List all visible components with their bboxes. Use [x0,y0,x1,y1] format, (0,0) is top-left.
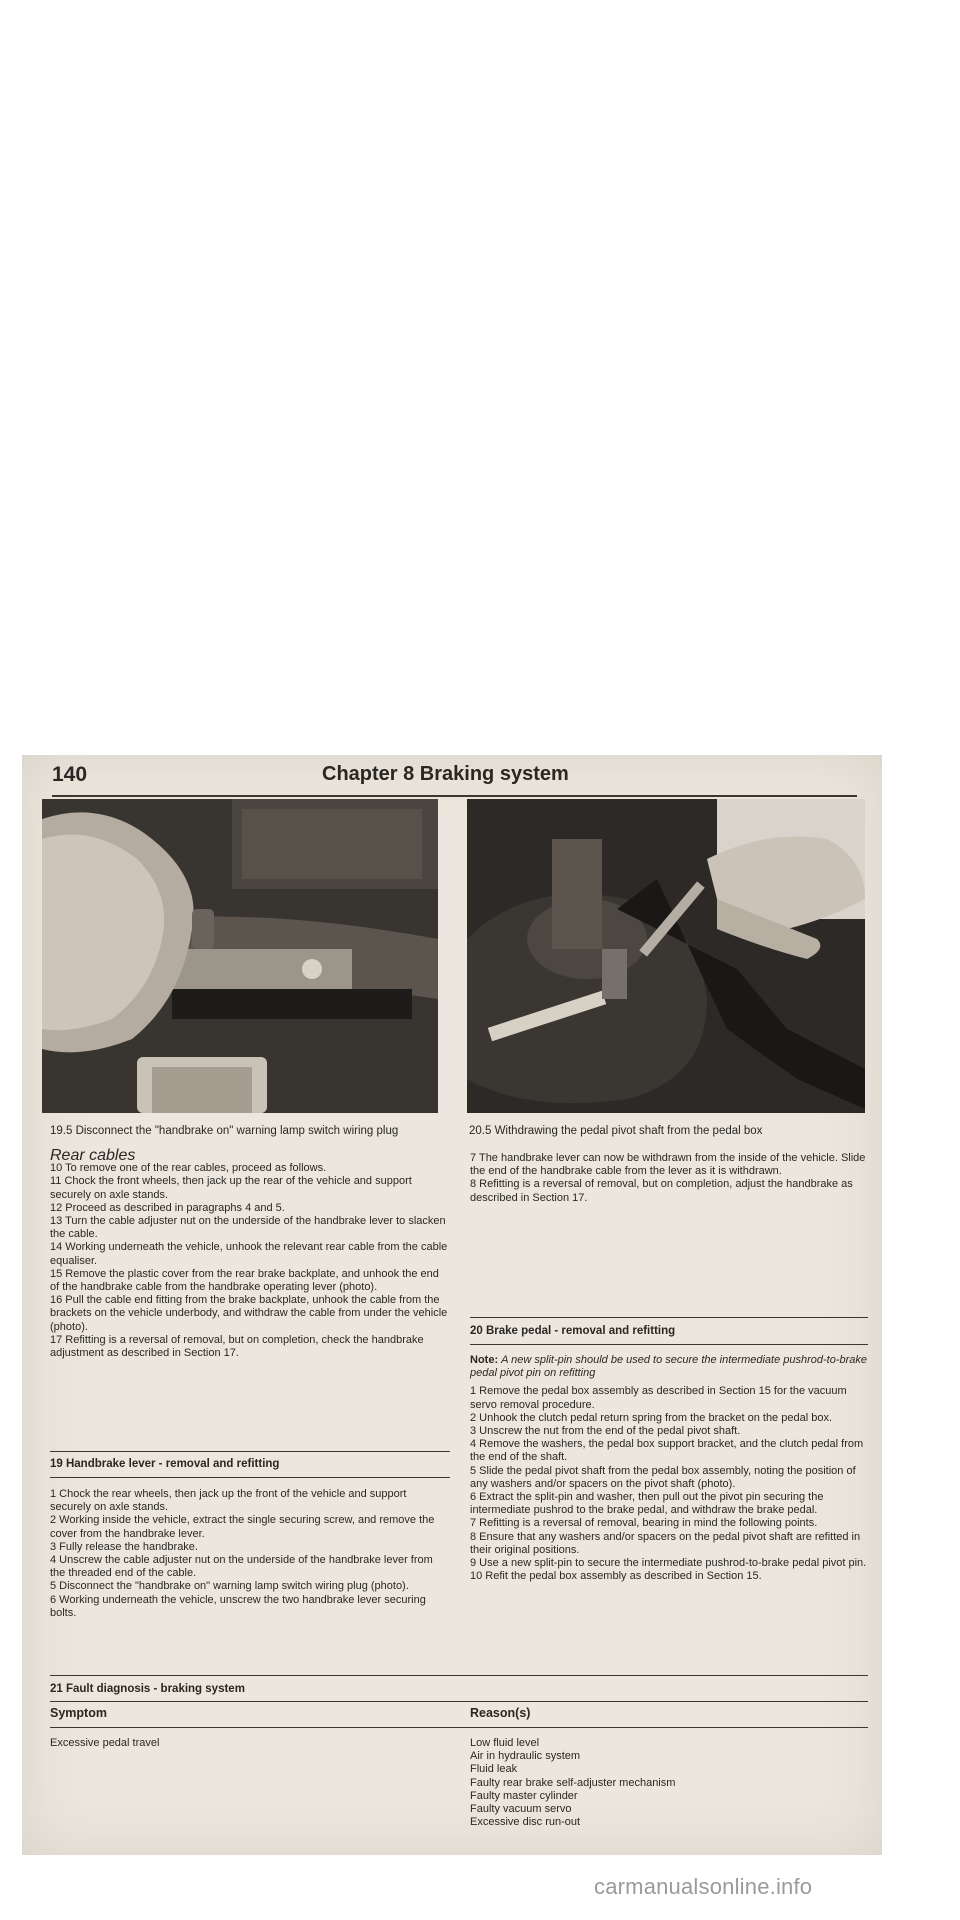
section-20 [470,1325,868,1338]
caption-left: 19.5 Disconnect the "handbrake on" warning lamp switch wiring plug [50,1125,399,1137]
section-19-heading: 19 Handbrake lever - removal and refitting [50,1458,280,1470]
section-rule [50,1675,868,1676]
section-19 [50,1458,450,1471]
chapter-title: Chapter 8 Braking system [322,763,569,785]
paragraph: 12 Proceed as described in paragraphs 4 and 5. [50,1201,285,1214]
photo-handbrake-wiring-plug [42,799,438,1113]
reason-item: Faulty rear brake self-adjuster mechanism [470,1776,676,1789]
table-rule [50,1727,868,1728]
reason-item: Faulty master cylinder [470,1789,578,1802]
paragraph: 10 Refit the pedal box assembly as described in Section 15. [470,1570,762,1583]
caption-right: 20.5 Withdrawing the pedal pivot shaft from the pedal box [469,1125,763,1137]
symptom-cell: Excessive pedal travel [50,1737,160,1749]
photo-pedal-pivot-shaft [467,799,865,1113]
paragraph: 7 The handbrake lever can now be withdrawn from the inside of the vehicle. Slide the end of the handbrake cable from the lever as it is withdrawn. [470,1152,866,1178]
right-intro [470,1152,868,1205]
section-21-heading: 21 Fault diagnosis - braking system [50,1683,245,1695]
section-21 [50,1683,650,1696]
paragraph: 4 Unscrew the cable adjuster nut on the underside of the handbrake lever from the threaded end of the cable. [50,1554,433,1580]
paragraph: 13 Turn the cable adjuster nut on the underside of the handbrake lever to slacken the cable. [50,1215,446,1241]
paragraph: 4 Remove the washers, the pedal box support bracket, and the clutch pedal from the end of the shaft. [470,1438,864,1464]
section-rule [50,1451,450,1452]
section-20-heading: 20 Brake pedal - removal and refitting [470,1325,676,1337]
section-rule [470,1344,868,1345]
section-20-body [470,1354,868,1583]
section-rule [50,1701,868,1702]
paragraph: 9 Use a new split-pin to secure the intermediate pushrod-to-brake pedal pivot pin. [470,1557,867,1570]
rear-cables-section [50,1149,450,1360]
paragraph: 1 Chock the rear wheels, then jack up the front of the vehicle and support securely on axle stands. [50,1488,407,1514]
paragraph: 5 Disconnect the "handbrake on" warning lamp switch wiring plug (photo). [50,1580,409,1593]
reasons-cell [470,1737,868,1829]
reason-header: Reason(s) [470,1706,531,1720]
reason-item: Excessive disc run-out [470,1816,581,1829]
paragraph: 5 Slide the pedal pivot shaft from the pedal box assembly, noting the position of any washers and/or spacers on the pivot shaft (photo). [470,1464,856,1490]
section-rule [50,1477,450,1478]
section-rule [470,1317,868,1318]
symptom-header: Symptom [50,1706,107,1720]
paragraph: 1 Remove the pedal box assembly as described in Section 15 for the vacuum servo removal procedure. [470,1385,847,1411]
rear-cables-heading: Rear cables [50,1147,136,1164]
manual-page [22,755,882,1855]
paragraph: 2 Working inside the vehicle, extract the single securing screw, and remove the cover from the handbrake lever. [50,1514,435,1540]
section-19-body [50,1488,450,1620]
paragraph: 17 Refitting is a reversal of removal, but on completion, check the handbrake adjustment as described in Section 17. [50,1333,424,1360]
page-header [52,763,852,793]
paragraph: 7 Refitting is a reversal of removal, bearing in mind the following points. [470,1517,818,1530]
reason-item: Fluid leak [470,1763,518,1776]
note-label: Note: [470,1354,499,1366]
paragraph: 15 Remove the plastic cover from the rear brake backplate, and unhook the end of the handbrake cable from the handbrake operating lever (photo). [50,1267,439,1294]
paragraph: 8 Ensure that any washers and/or spacers on the pedal pivot shaft are refitted in their original positions. [470,1530,861,1556]
reason-item: Faulty vacuum servo [470,1803,572,1816]
paragraph: 6 Working underneath the vehicle, unscrew the two handbrake lever securing bolts. [50,1593,426,1619]
paragraph: 8 Refitting is a reversal of removal, but on completion, adjust the handbrake as described in Section 17. [470,1178,853,1204]
paragraph: 14 Working underneath the vehicle, unhook the relevant rear cable from the cable equaliser. [50,1241,448,1267]
paragraph: 6 Extract the split-pin and washer, then pull out the pivot pin securing the intermediate pushrod to the brake pedal, and withdraw the brake pedal. [470,1491,824,1517]
paragraph: 3 Fully release the handbrake. [50,1540,198,1553]
paragraph: 10 To remove one of the rear cables, proceed as follows. [50,1162,327,1175]
paragraph: 3 Unscrew the nut from the end of the pedal pivot shaft. [470,1425,741,1438]
reason-item: Air in hydraulic system [470,1750,581,1763]
paragraph: 2 Unhook the clutch pedal return spring from the bracket on the pedal box. [470,1411,832,1424]
header-rule [52,795,857,797]
note-text: A new split-pin should be used to secure the intermediate pushrod-to-brake pedal pivot pin on refitting [470,1354,868,1380]
paragraph: 11 Chock the front wheels, then jack up the rear of the vehicle and support securely on axle stands. [50,1175,412,1201]
page-number: 140 [52,763,88,786]
reason-item: Low fluid level [470,1737,540,1749]
watermark: carmanualsonline.info [594,1874,813,1899]
paragraph: 16 Pull the cable end fitting from the brake backplate, unhook the cable from the brackets on the vehicle underbody, and withdraw the cable from under the vehicle (photo). [50,1294,448,1333]
